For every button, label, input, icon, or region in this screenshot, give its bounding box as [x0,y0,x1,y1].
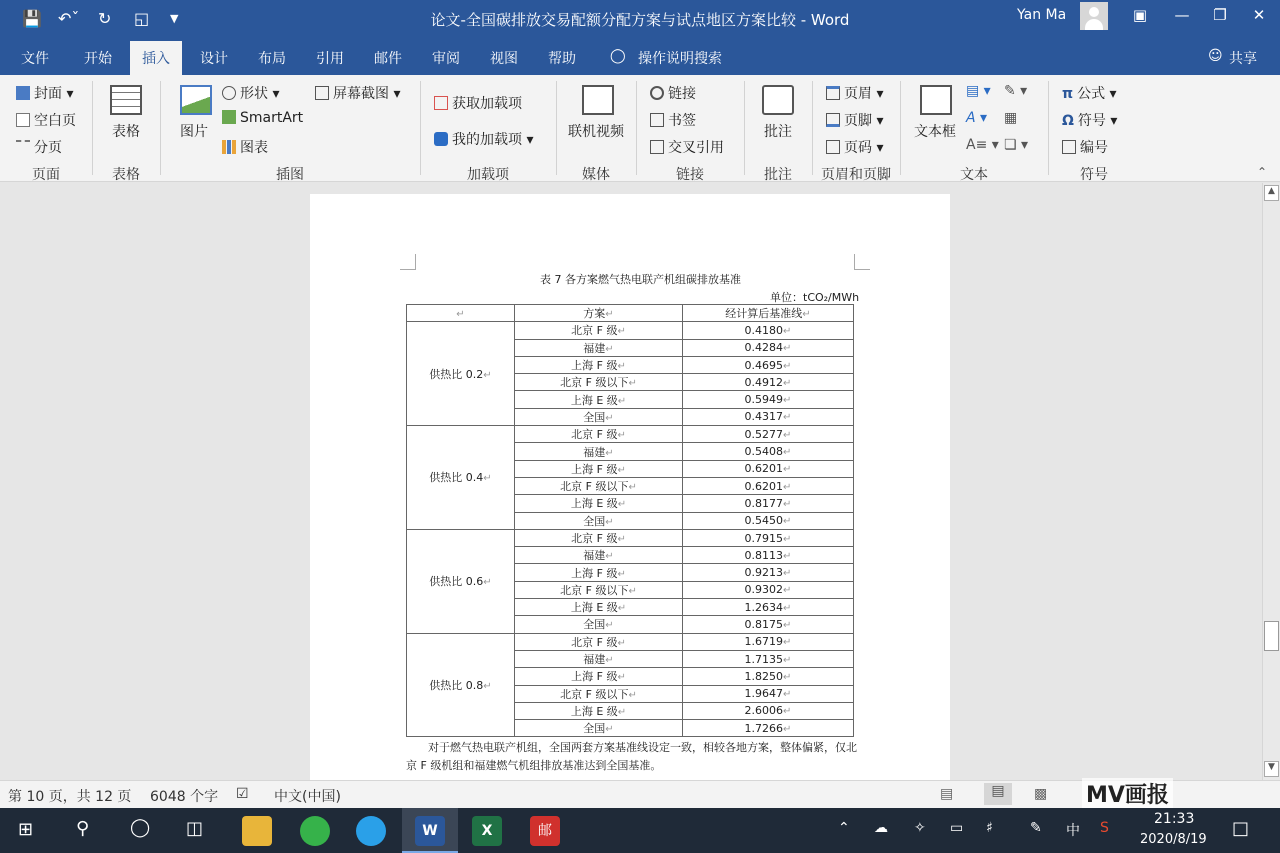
cross-reference-icon [650,140,664,154]
wordart-icon[interactable]: A ▾ [966,110,988,126]
group-label-comments: 批注 [764,167,792,183]
browser-icon[interactable] [356,816,386,846]
cell-end-mark: ↵ [628,689,637,701]
page-break-button[interactable]: 分页 [16,137,62,157]
share-button[interactable]: 共享 [1229,51,1257,67]
cell-end-mark: ↵ [605,551,614,563]
table-row [407,426,854,443]
baseline-cell[interactable]: 0.8113↵ [683,547,854,564]
cell-end-mark: ↵ [605,620,614,632]
cell-end-mark: ↵ [783,637,792,649]
divider [1048,81,1049,175]
web-layout-icon[interactable]: ▩ [1034,786,1048,802]
share-icon[interactable]: ☺ [1208,48,1223,64]
excel-icon[interactable]: X [472,816,502,846]
page-number-icon [826,140,840,154]
save-icon[interactable]: 💾 [22,9,42,28]
smartart-button[interactable]: SmartArt [222,110,303,126]
plan-cell[interactable]: 全国↵ [515,720,683,737]
task-view-icon[interactable]: ◫ [186,818,204,839]
cell-end-mark: ↵ [617,395,627,407]
undo-icon[interactable]: ↶ˇ [58,9,80,28]
clock-date[interactable]: 2020/8/19 [1140,832,1207,847]
cell-end-mark: ↵ [605,343,614,355]
baseline-cell[interactable]: 1.8250↵ [683,668,854,685]
baseline-cell[interactable]: 0.4284↵ [683,339,854,356]
plan-cell[interactable]: 上海 F 级↵ [515,460,683,477]
baseline-cell[interactable]: 0.4317↵ [683,408,854,425]
word-taskbar-item[interactable] [402,808,458,853]
plan-cell[interactable]: 上海 E 级↵ [515,702,683,719]
table-button[interactable]: 表格 [112,124,140,140]
baseline-cell[interactable]: 0.4695↵ [683,356,854,373]
tab-layout[interactable]: 布局 [258,51,286,67]
divider [900,81,901,175]
lightbulb-icon: ◯ [610,48,626,64]
cell-end-mark: ↵ [783,481,792,493]
cell-end-mark: ↵ [628,482,637,494]
group-cell[interactable]: 供热比 0.2↵ [407,322,515,426]
object-icon[interactable]: ❏ ▾ [1004,137,1029,153]
plan-cell[interactable]: 福建↵ [515,650,683,667]
cell-end-mark: ↵ [783,568,792,580]
search-icon[interactable]: ⚲ [76,818,90,839]
group-label-media: 媒体 [582,167,610,183]
restore-icon[interactable]: ❐ [1213,6,1227,24]
notification-icon[interactable]: □ [1232,818,1250,839]
table-header-cell[interactable] [407,305,515,322]
word-icon: W [415,816,445,846]
tab-design[interactable]: 设计 [200,51,228,67]
cell-end-mark: ↵ [617,326,626,338]
baseline-cell[interactable]: 0.5450↵ [683,512,854,529]
close-icon[interactable]: ✕ [1252,6,1266,24]
picture-button[interactable]: 图片 [180,124,208,140]
crop-mark [400,254,416,270]
header-icon [826,86,840,100]
baseline-cell[interactable]: 0.6201↵ [683,477,854,494]
baseline-cell[interactable]: 0.5408↵ [683,443,854,460]
customize-toolbar-icon[interactable]: ▼ [170,12,179,25]
baseline-cell[interactable]: 0.4912↵ [683,374,854,391]
cell-end-mark: ↵ [605,412,614,424]
cell-end-mark: ↵ [628,585,637,597]
table-header-cell[interactable]: 经计算后基准线↵ [683,305,854,322]
language[interactable]: 中文(中国) [274,789,341,805]
cell-end-mark: ↵ [783,464,792,476]
group-label-illustrations: 插图 [276,167,304,183]
cell-end-mark: ↵ [783,516,792,528]
cell-end-mark: ↵ [783,498,792,510]
tray-overflow-icon[interactable]: ⌃ [838,820,850,836]
plan-cell[interactable]: 福建↵ [515,547,683,564]
page-count[interactable]: 第 10 页，共 12 页 [8,789,132,805]
comment-icon[interactable] [762,85,794,115]
baseline-cell[interactable]: 1.7266↵ [683,720,854,737]
group-label-table: 表格 [112,167,140,183]
chart-icon [222,140,236,154]
my-addins-button[interactable]: 我的加载项 ▾ [434,129,533,149]
cover-page-icon [16,86,30,100]
table-header-row [407,305,854,322]
cell-end-mark: ↵ [617,603,627,615]
cell-end-mark: ↵ [783,395,792,407]
cell-end-mark: ↵ [605,724,614,736]
plan-cell[interactable]: 北京 F 级以下↵ [515,685,683,702]
cell-end-mark: ↵ [617,499,627,511]
bookmark-button[interactable]: 书签 [650,110,696,130]
ime-indicator[interactable]: 中 [1066,823,1080,839]
divider [744,81,745,175]
cell-end-mark: ↵ [483,473,492,485]
plan-cell[interactable]: 全国↵ [515,408,683,425]
blank-page-icon [16,113,30,127]
cell-end-mark: ↵ [456,308,465,320]
user-name[interactable]: Yan Ma [1017,7,1067,23]
vertical-scrollbar[interactable] [1262,183,1280,780]
cell-end-mark: ↵ [483,681,492,693]
plan-cell[interactable]: 北京 F 级以下↵ [515,477,683,494]
table-row [407,322,854,339]
baseline-cell[interactable]: 0.9213↵ [683,564,854,581]
wechat-icon[interactable] [300,816,330,846]
cell-end-mark: ↵ [617,430,626,442]
baseline-cell[interactable]: 2.6006↵ [683,702,854,719]
cell-end-mark: ↵ [783,429,792,441]
link-icon [650,86,664,100]
divider [812,81,813,175]
cell-end-mark: ↵ [617,672,626,684]
plan-cell[interactable]: 福建↵ [515,339,683,356]
crop-mark [854,254,870,270]
cell-end-mark: ↵ [783,360,792,372]
plan-cell[interactable]: 全国↵ [515,512,683,529]
scroll-thumb[interactable] [1264,621,1279,651]
cell-end-mark: ↵ [617,637,626,649]
plan-cell[interactable]: 北京 F 级↵ [515,529,683,546]
cell-end-mark: ↵ [617,706,627,718]
numbering-button[interactable]: 编号 [1062,137,1108,157]
cover-page-button[interactable]: 封面 ▾ [16,83,73,103]
taskbar [0,808,1280,853]
cell-end-mark: ↵ [483,369,492,381]
baseline-cell[interactable]: 1.2634↵ [683,599,854,616]
divider [160,81,161,175]
cell-end-mark: ↵ [783,619,792,631]
table-header-cell[interactable]: 方案↵ [515,305,683,322]
battery-icon[interactable]: ▭ [950,820,964,836]
table-caption[interactable]: 表 7 各方案燃气热电联产机组碳排放基准 [540,273,741,286]
signature-line-icon[interactable]: ✎ ▾ [1004,83,1028,99]
footer-icon [826,113,840,127]
baseline-cell[interactable]: 1.6719↵ [683,633,854,650]
table-row [407,529,854,546]
table-icon[interactable] [110,85,142,115]
plan-cell[interactable]: 上海 E 级↵ [515,495,683,512]
baseline-cell[interactable]: 1.9647↵ [683,685,854,702]
get-addins-button[interactable]: 获取加载项 [434,93,522,113]
onedrive-icon[interactable]: ☁ [874,820,888,836]
page-number-button[interactable]: 页码 ▾ [826,137,883,157]
symbol-button[interactable]: Ω 符号 ▾ [1062,113,1118,129]
online-video-button[interactable]: 联机视频 [568,124,624,140]
read-mode-icon[interactable]: ▤ [940,786,954,802]
minimize-icon[interactable]: — [1174,6,1190,24]
cell-end-mark: ↵ [783,447,792,459]
network-icon[interactable]: ✧ [914,820,926,836]
cell-end-mark: ↵ [617,464,626,476]
baseline-cell[interactable]: 0.5949↵ [683,391,854,408]
screenshot-button[interactable]: 屏幕截图 ▾ [315,83,400,103]
picture-icon[interactable] [180,85,212,115]
redo-icon[interactable]: ↻ [98,9,112,28]
baseline-cell[interactable]: 0.6201↵ [683,460,854,477]
plan-cell[interactable]: 北京 F 级以下↵ [515,581,683,598]
cell-end-mark: ↵ [783,706,792,718]
plan-cell[interactable]: 全国↵ [515,616,683,633]
baseline-cell[interactable]: 0.7915↵ [683,529,854,546]
cell-end-mark: ↵ [483,577,492,589]
cell-end-mark: ↵ [617,361,626,373]
cell-end-mark: ↵ [783,412,792,424]
ribbon-display-icon[interactable]: ▣ [1132,6,1148,24]
plan-cell[interactable]: 福建↵ [515,443,683,460]
shapes-icon [222,86,236,100]
link-button[interactable]: 链接 [650,83,696,103]
online-video-icon[interactable] [582,85,614,115]
bookmark-icon [650,113,664,127]
cross-reference-button[interactable]: 交叉引用 [650,137,724,157]
tab-references[interactable]: 引用 [316,51,344,67]
tab-home[interactable]: 开始 [84,51,112,67]
plan-cell[interactable]: 北京 F 级以下↵ [515,374,683,391]
scroll-down-icon[interactable]: ▼ [1264,761,1279,777]
group-label-header-footer: 页眉和页脚 [821,167,891,183]
plan-cell[interactable]: 上海 F 级↵ [515,564,683,581]
cell-end-mark: ↵ [802,309,811,321]
print-layout-icon[interactable]: ▤ [984,783,1012,805]
group-label-text: 文本 [960,167,988,183]
quick-parts-icon[interactable]: ▤ ▾ [966,83,991,99]
smartart-icon [222,110,236,124]
baseline-cell[interactable]: 0.8177↵ [683,495,854,512]
cell-end-mark: ↵ [783,325,792,337]
omega-icon: Ω [1062,113,1074,129]
tab-help[interactable]: 帮助 [548,51,576,67]
divider [556,81,557,175]
baseline-cell[interactable]: 0.9302↵ [683,581,854,598]
volume-icon[interactable]: ♯ [986,820,993,836]
baseline-cell[interactable]: 0.8175↵ [683,616,854,633]
drop-cap-icon[interactable]: A≡ ▾ [966,137,999,153]
cortana-icon[interactable]: ◯ [130,817,151,838]
avatar[interactable] [1080,2,1108,30]
tab-insert[interactable]: 插入 [130,41,182,75]
my-addins-icon [434,132,448,146]
group-cell[interactable]: 供热比 0.8↵ [407,633,515,737]
cell-end-mark: ↵ [605,655,614,667]
group-cell[interactable]: 供热比 0.6↵ [407,529,515,633]
baseline-cell[interactable]: 0.5277↵ [683,426,854,443]
collapse-ribbon-icon[interactable]: ⌃ [1257,165,1268,179]
cell-end-mark: ↵ [628,378,637,390]
shapes-button[interactable]: 形状 ▾ [222,83,279,103]
baseline-cell[interactable]: 0.4180↵ [683,322,854,339]
cell-end-mark: ↵ [783,377,792,389]
cell-end-mark: ↵ [783,689,792,701]
windows-start-icon[interactable]: ⊞ [18,819,34,840]
divider [92,81,93,175]
pen-icon[interactable]: ✎ [1030,820,1042,836]
divider [420,81,421,175]
cell-end-mark: ↵ [605,447,614,459]
group-label-addins: 加载项 [467,167,509,183]
footer-button[interactable]: 页脚 ▾ [826,110,883,130]
cell-end-mark: ↵ [783,550,792,562]
file-explorer-icon[interactable] [242,816,272,846]
sogou-ime-icon[interactable]: S [1100,820,1109,836]
plan-cell[interactable]: 北京 F 级↵ [515,633,683,650]
group-label-links: 链接 [676,167,704,183]
proofing-icon[interactable]: ☑ [236,786,249,802]
cell-end-mark: ↵ [605,309,614,321]
plan-cell[interactable]: 上海 E 级↵ [515,599,683,616]
page-break-icon [16,140,30,154]
tab-file[interactable]: 文件 [21,51,49,67]
tell-me-search[interactable]: 操作说明搜索 [638,51,722,67]
mail-app-icon[interactable]: 邮 [530,816,560,846]
plan-cell[interactable]: 北京 F 级↵ [515,322,683,339]
print-preview-icon[interactable]: ◱ [134,9,150,28]
scroll-up-icon[interactable]: ▲ [1264,185,1279,201]
cell-end-mark: ↵ [783,723,792,735]
cell-end-mark: ↵ [617,568,626,580]
chart-button[interactable]: 图表 [222,137,268,157]
comment-button[interactable]: 批注 [764,124,792,140]
title-bar [0,0,1280,38]
group-label-pages: 页面 [32,167,60,183]
text-box-icon[interactable] [920,85,952,115]
word-count[interactable]: 6048 个字 [150,789,219,805]
window-title: 论文-全国碳排放交易配额分配方案与试点地区方案比较 - Word [430,11,850,29]
data-table[interactable] [406,304,854,737]
plan-cell[interactable]: 上海 F 级↵ [515,356,683,373]
body-paragraph[interactable]: 对于燃气热电联产机组，全国两套方案基准线设定一致，相较各地方案，整体偏紧，仅北京 F 级机组和福建燃气机组排放基准达到全国基准。 [406,741,857,772]
plan-cell[interactable]: 上海 F 级↵ [515,668,683,685]
cell-end-mark: ↵ [617,534,626,545]
tab-mailings[interactable]: 邮件 [374,51,402,67]
watermark: MV画报 [1082,778,1173,809]
table-unit[interactable]: 单位：tCO₂/MWh [770,291,860,304]
date-time-icon[interactable]: ▦ [1004,110,1018,126]
table-row [407,633,854,650]
clock-time[interactable]: 21:33 [1154,811,1195,827]
group-label-symbols: 符号 [1080,167,1108,183]
cell-end-mark: ↵ [783,602,792,614]
tab-view[interactable]: 视图 [490,51,518,67]
blank-page-button[interactable]: 空白页 [16,110,76,130]
header-button[interactable]: 页眉 ▾ [826,83,883,103]
number-icon [1062,140,1076,154]
pi-icon: π [1062,86,1074,102]
cell-end-mark: ↵ [783,585,792,597]
plan-cell[interactable]: 北京 F 级↵ [515,426,683,443]
tab-review[interactable]: 审阅 [432,51,460,67]
store-icon [434,96,448,110]
cell-end-mark: ↵ [783,343,792,355]
baseline-cell[interactable]: 1.7135↵ [683,650,854,667]
text-box-button[interactable]: 文本框 [914,124,956,140]
menu-bar [0,38,1280,75]
divider [636,81,637,175]
equation-button[interactable]: π 公式 ▾ [1062,86,1117,102]
ribbon-insert [0,75,1280,182]
cell-end-mark: ↵ [783,654,792,666]
plan-cell[interactable]: 上海 E 级↵ [515,391,683,408]
cell-end-mark: ↵ [783,671,792,683]
screenshot-icon [315,86,329,100]
group-cell[interactable]: 供热比 0.4↵ [407,426,515,530]
cell-end-mark: ↵ [783,533,792,545]
cell-end-mark: ↵ [605,516,614,528]
